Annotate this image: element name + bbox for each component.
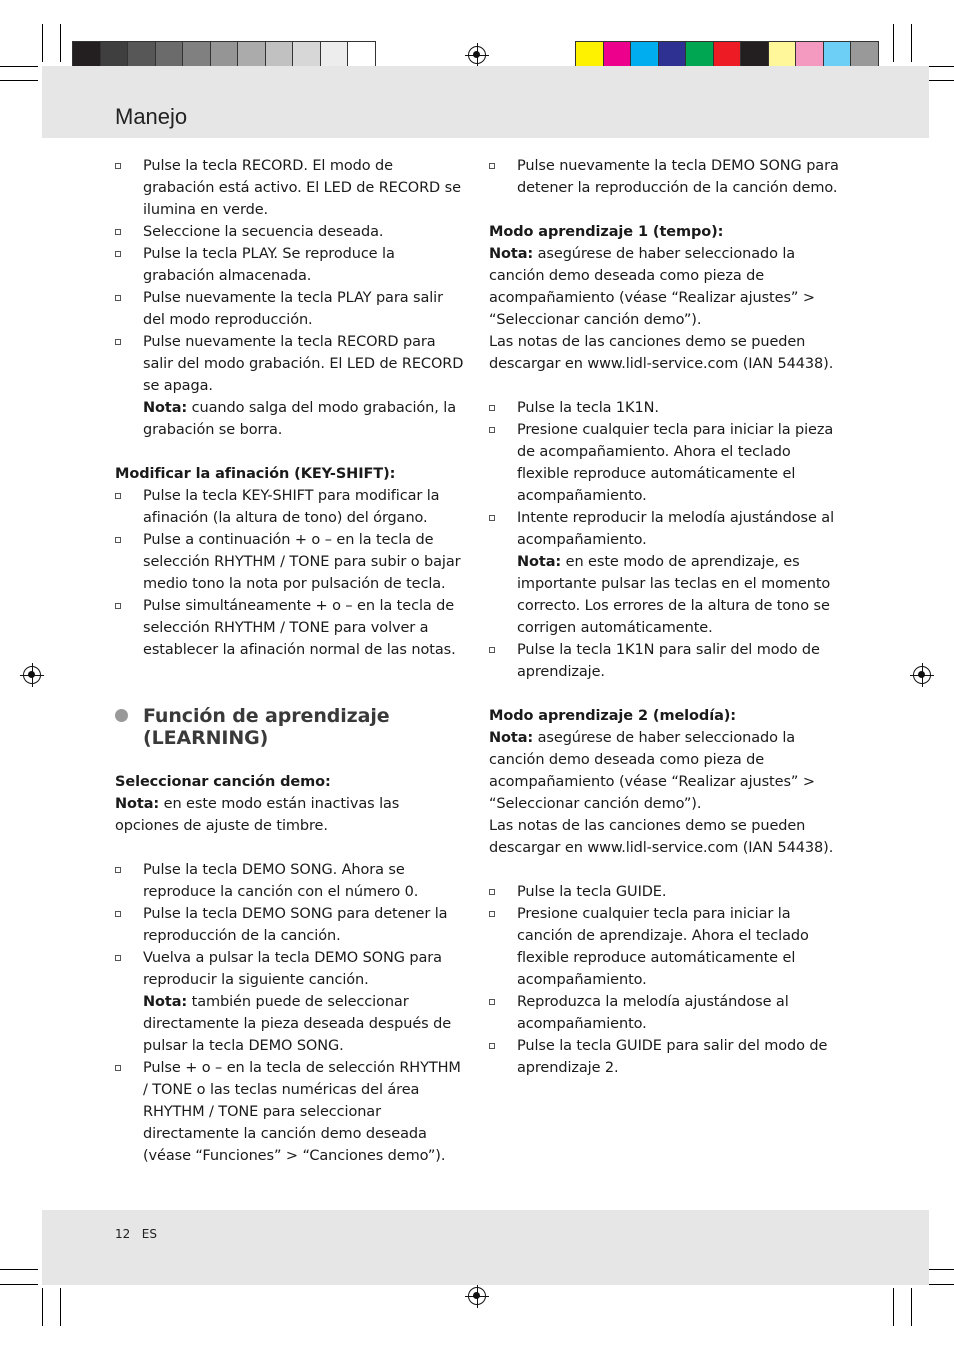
color-swatch [630, 41, 659, 69]
list-item: Pulse nuevamente la tecla RECORD para salir del modo grabación. El LED de RECORD se apaga. [115, 331, 465, 397]
color-swatch [603, 41, 632, 69]
note-label: Nota: [489, 730, 534, 746]
registration-mark-icon [23, 666, 41, 684]
crop-mark [42, 1288, 43, 1326]
color-swatch [823, 41, 852, 69]
crop-mark [0, 1284, 38, 1285]
list-item: Pulse la tecla GUIDE para salir del modo de aprendizaje 2. [489, 1035, 841, 1079]
note-text: asegúrese de haber seleccionado la canción demo deseada como pieza de acompañamiento (véase “Realizar ajustes” > “Seleccionar canción demo”). [489, 246, 815, 328]
page-title: Manejo [115, 104, 188, 129]
list-item: Pulse la tecla 1K1N. [489, 397, 841, 419]
mode2-heading: Modo aprendizaje 2 (melodía): [489, 708, 736, 724]
crop-mark [60, 1288, 61, 1326]
left-column [115, 155, 465, 1167]
note [115, 397, 465, 441]
note-text: cuando salga del modo grabación, la grabación se borra. [143, 400, 457, 438]
list-item: Presione cualquier tecla para iniciar la pieza de acompañamiento. Ahora el teclado flexible reproduce automáticamente el acompañamiento. [489, 419, 841, 507]
registration-mark-icon [468, 46, 486, 64]
color-swatch [210, 41, 239, 69]
color-swatch [72, 41, 101, 69]
section-heading: Función de aprendizaje (LEARNING) [115, 705, 465, 749]
mode1-heading: Modo aprendizaje 1 (tempo): [489, 224, 724, 240]
list-item: Seleccione la secuencia deseada. [115, 221, 465, 243]
right-column [489, 155, 841, 1079]
color-swatch [127, 41, 156, 69]
color-swatch [713, 41, 742, 69]
list-item: Pulse la tecla DEMO SONG para detener la reproducción de la canción. [115, 903, 465, 947]
note-label: Nota: [489, 246, 534, 262]
crop-mark [0, 80, 38, 81]
footer-band [42, 1210, 929, 1285]
color-swatch [237, 41, 266, 69]
color-swatch [575, 41, 604, 69]
list-item: Intente reproducir la melodía ajustándose al acompañamiento. [489, 507, 841, 551]
color-swatch [658, 41, 687, 69]
page-number-value: 12 [115, 1227, 131, 1241]
note-text: en este modo de aprendizaje, es importante pulsar las teclas en el momento correcto. Los errores de la altura de tono se corrigen automáticamente. [517, 554, 831, 636]
color-swatch [795, 41, 824, 69]
note-label: Nota: [517, 554, 562, 570]
record-steps [115, 155, 465, 397]
page-number [115, 1227, 157, 1241]
color-swatch [265, 41, 294, 69]
demo-heading: Seleccionar canción demo: [115, 774, 331, 790]
list-item: Pulse la tecla DEMO SONG. Ahora se reproduce la canción con el número 0. [115, 859, 465, 903]
list-item: Vuelva a pulsar la tecla DEMO SONG para reproducir la siguiente canción. [115, 947, 465, 991]
list-item: Pulse + o – en la tecla de selección RHYTHM / TONE o las teclas numéricas del área RHYTHM / TONE para seleccionar directamente la canción demo deseada (véase “Funciones” > “Canciones demo”). [115, 1057, 465, 1167]
crop-mark [893, 1288, 894, 1326]
crop-mark [42, 24, 43, 62]
list-item: Pulse nuevamente la tecla DEMO SONG para detener la reproducción de la canción demo. [489, 155, 841, 199]
color-swatch [740, 41, 769, 69]
crop-mark [911, 24, 912, 62]
list-item: Reproduzca la melodía ajustándose al acompañamiento. [489, 991, 841, 1035]
note-label: Nota: [143, 400, 188, 416]
keyshift-heading: Modificar la afinación (KEY-SHIFT): [115, 466, 396, 482]
crop-mark [60, 24, 61, 62]
list-item: Pulse la tecla RECORD. El modo de grabación está activo. El LED de RECORD se ilumina en verde. [115, 155, 465, 221]
list-item: Pulse la tecla KEY-SHIFT para modificar la afinación (la altura de tono) del órgano. [115, 485, 465, 529]
color-swatch [768, 41, 797, 69]
note-label: Nota: [115, 796, 160, 812]
note-label: Nota: [143, 994, 188, 1010]
color-swatch [292, 41, 321, 69]
registration-mark-icon [913, 666, 931, 684]
list-item: Pulse la tecla GUIDE. [489, 881, 841, 903]
list-item: Pulse simultáneamente + o – en la tecla de selección RHYTHM / TONE para volver a establecer la afinación normal de las notas. [115, 595, 465, 661]
crop-mark [893, 24, 894, 62]
color-swatch [347, 41, 376, 69]
color-swatch [155, 41, 184, 69]
note-text: también puede de seleccionar directamente la pieza deseada después de pulsar la tecla DEMO SONG. [143, 994, 452, 1054]
color-swatch [320, 41, 349, 69]
list-item: Pulse la tecla PLAY. Se reproduce la grabación almacenada. [115, 243, 465, 287]
note [489, 243, 841, 331]
note [115, 991, 465, 1057]
language-code: ES [141, 1227, 157, 1241]
list-item: Pulse la tecla 1K1N para salir del modo de aprendizaje. [489, 639, 841, 683]
registration-mark-icon [468, 1287, 486, 1305]
crop-mark [0, 66, 38, 67]
list-item: Pulse a continuación + o – en la tecla de selección RHYTHM / TONE para subir o bajar medio tono la nota por pulsación de tecla. [115, 529, 465, 595]
note [489, 727, 841, 815]
list-item: Presione cualquier tecla para iniciar la canción de aprendizaje. Ahora el teclado flexible reproduce automáticamente el acompañamiento. [489, 903, 841, 991]
note-text: en este modo están inactivas las opciones de ajuste de timbre. [115, 796, 400, 834]
note-text: asegúrese de haber seleccionado la canción demo deseada como pieza de acompañamiento (véase “Realizar ajustes” > “Seleccionar canción demo”). [489, 730, 815, 812]
color-swatch [182, 41, 211, 69]
color-swatch [100, 41, 129, 69]
download-info: Las notas de las canciones demo se pueden descargar en www.lidl-service.com (IAN 54438). [489, 818, 834, 856]
list-item: Pulse nuevamente la tecla PLAY para salir del modo reproducción. [115, 287, 465, 331]
color-swatch [685, 41, 714, 69]
note [489, 551, 841, 639]
crop-mark [911, 1288, 912, 1326]
color-swatch [850, 41, 879, 69]
note [115, 793, 465, 837]
download-info: Las notas de las canciones demo se pueden descargar en www.lidl-service.com (IAN 54438). [489, 334, 834, 372]
crop-mark [0, 1269, 38, 1270]
